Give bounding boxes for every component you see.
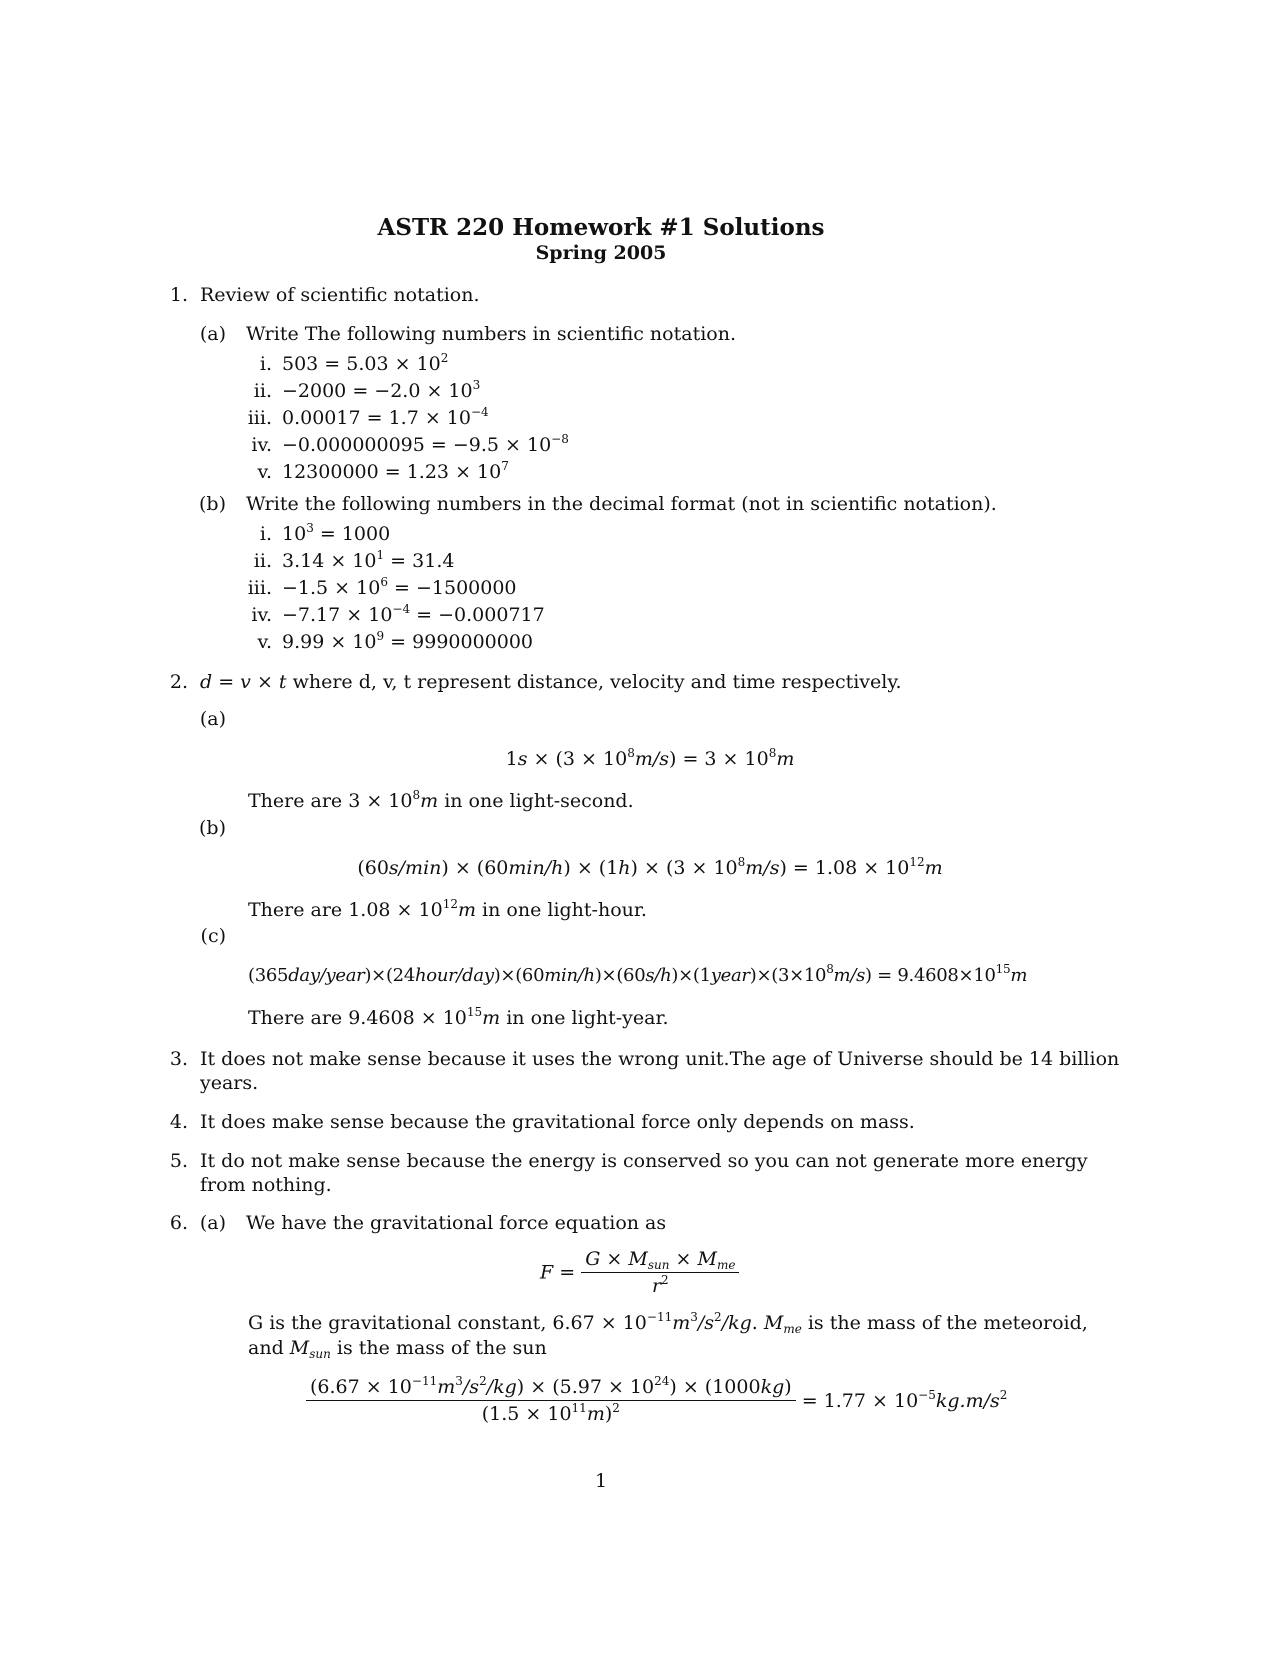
problem-2-text: d = v × t where d, v, t represent distance, velocity and time respectively. — [200, 671, 902, 693]
problem-5-number: 5. — [169, 1150, 188, 1172]
problem-4-text: It does make sense because the gravitational force only depends on mass. — [200, 1111, 915, 1133]
gravity-force-equation: F = $\frac{G \times M_{sun} \times M_{me}}{r^2}$ — [540, 1248, 739, 1297]
problem-1a-text: Write The following numbers in scientific notation. — [246, 323, 736, 345]
document-title: ASTR 220 Homework #1 Solutions — [377, 214, 825, 241]
problem-2a-equation: $1s \times (3 \times 10^8m/s) = 3 \times 10^8m$ — [505, 746, 795, 770]
problem-2b-equation: $(60s/\min) \times (60\min/h) \times (1h) \times (3 \times 10^8m/s) = 1.08 \times 10^{12}m$ — [357, 855, 943, 879]
item-1b-i-number: i. — [259, 523, 272, 545]
problem-1b-text: Write the following numbers in the decimal format (not in scientific notation). — [246, 493, 997, 515]
problem-6a-text: We have the gravitational force equation as — [246, 1212, 667, 1234]
item-1a-iii-number: iii. — [247, 407, 272, 429]
item-1b-ii-number: ii. — [253, 550, 272, 572]
item-1b-iii-equation: $-1.5 \times 10^6 = -1500000$ — [282, 575, 517, 599]
item-1b-i-equation: $10^3 = 1000$ — [282, 521, 391, 545]
document-subtitle: Spring 2005 — [535, 242, 667, 264]
page-number: 1 — [594, 1470, 608, 1492]
item-1a-iv-equation: $-0.000000095 = -9.5 \times 10^{-8}$ — [282, 432, 569, 456]
item-1b-iii-number: iii. — [247, 577, 272, 599]
item-1b-v-number: v. — [257, 631, 272, 653]
problem-2c-answer: There are $9.4608 \times 10^{15}m$ in one light-year. — [248, 1005, 669, 1029]
problem-2a-answer: There are $3 \times 10^8m$ in one light-second. — [248, 788, 634, 812]
problem-1a-label: (a) — [199, 323, 226, 345]
item-1b-ii-equation: $3.14 \times 10^1 = 31.4$ — [282, 548, 455, 572]
item-1a-v-equation: $12300000 = 1.23 \times 10^7$ — [282, 459, 509, 483]
problem-2a-label: (a) — [199, 708, 226, 730]
problem-5-text-line1: It do not make sense because the energy is conserved so you can not generate more energy — [200, 1150, 1088, 1172]
problem-1-text: Review of scientific notation. — [200, 284, 480, 306]
problem-2c-label: (c) — [200, 925, 226, 947]
problem-1b-label: (b) — [199, 493, 226, 515]
problem-1-number: 1. — [169, 284, 188, 306]
item-1b-iv-equation: $-7.17 \times 10^{-4} = -0.000717$ — [282, 602, 545, 626]
problem-6a-constant-line2: and $M_{sun}$ is the mass of the sun — [248, 1337, 547, 1361]
problem-2b-label: (b) — [199, 817, 226, 839]
problem-2-number: 2. — [169, 671, 188, 693]
item-1a-i-equation: $503 = 5.03 \times 10^2$ — [282, 351, 449, 375]
problem-3-text-line2: years. — [200, 1072, 259, 1094]
item-1a-iii-equation: $0.00017 = 1.7 \times 10^{-4}$ — [282, 405, 489, 429]
problem-3-number: 3. — [169, 1048, 188, 1070]
problem-2c-equation: $(365day/year)\times(24hour/day)\times(60\min/h)\times(60s/h)\times(1year)\times(3\times 10^8m/s) = 9.4608\times 10^{15}m$ — [248, 962, 1028, 986]
item-1a-iv-number: iv. — [251, 434, 272, 456]
item-1a-ii-equation: $-2000 = -2.0 \times 10^3$ — [282, 378, 481, 402]
problem-6-number: 6. — [169, 1212, 188, 1234]
problem-5-text-line2: from nothing. — [200, 1174, 332, 1196]
item-1b-iv-number: iv. — [251, 604, 272, 626]
gravity-force-calculation: $\frac{(6.67 \times 10^{-11}m^3/s^2/kg) \times (5.97 \times 10^{24}) \times (1000kg)}{(1.5 \times 10^{11}m)^2}$ = $1.77 \times 10^{-5}kg.m/s^2$ — [306, 1376, 1007, 1425]
problem-3-text-line1: It does not make sense because it uses the wrong unit.The age of Universe should be 14 billion — [200, 1048, 1120, 1070]
item-1b-v-equation: $9.99 \times 10^9 = 9990000000$ — [282, 629, 534, 653]
problem-6a-constant-line1: G is the gravitational constant, $6.67 \times 10^{-11}m^3/s^2/kg$. $M_{me}$ is the mass of the meteoroid, — [248, 1310, 1088, 1336]
problem-4-number: 4. — [169, 1111, 188, 1133]
item-1a-i-number: i. — [259, 353, 272, 375]
item-1a-v-number: v. — [257, 461, 272, 483]
problem-6a-label: (a) — [199, 1212, 226, 1234]
item-1a-ii-number: ii. — [253, 380, 272, 402]
problem-2b-answer: There are $1.08 \times 10^{12}m$ in one light-hour. — [248, 897, 647, 921]
